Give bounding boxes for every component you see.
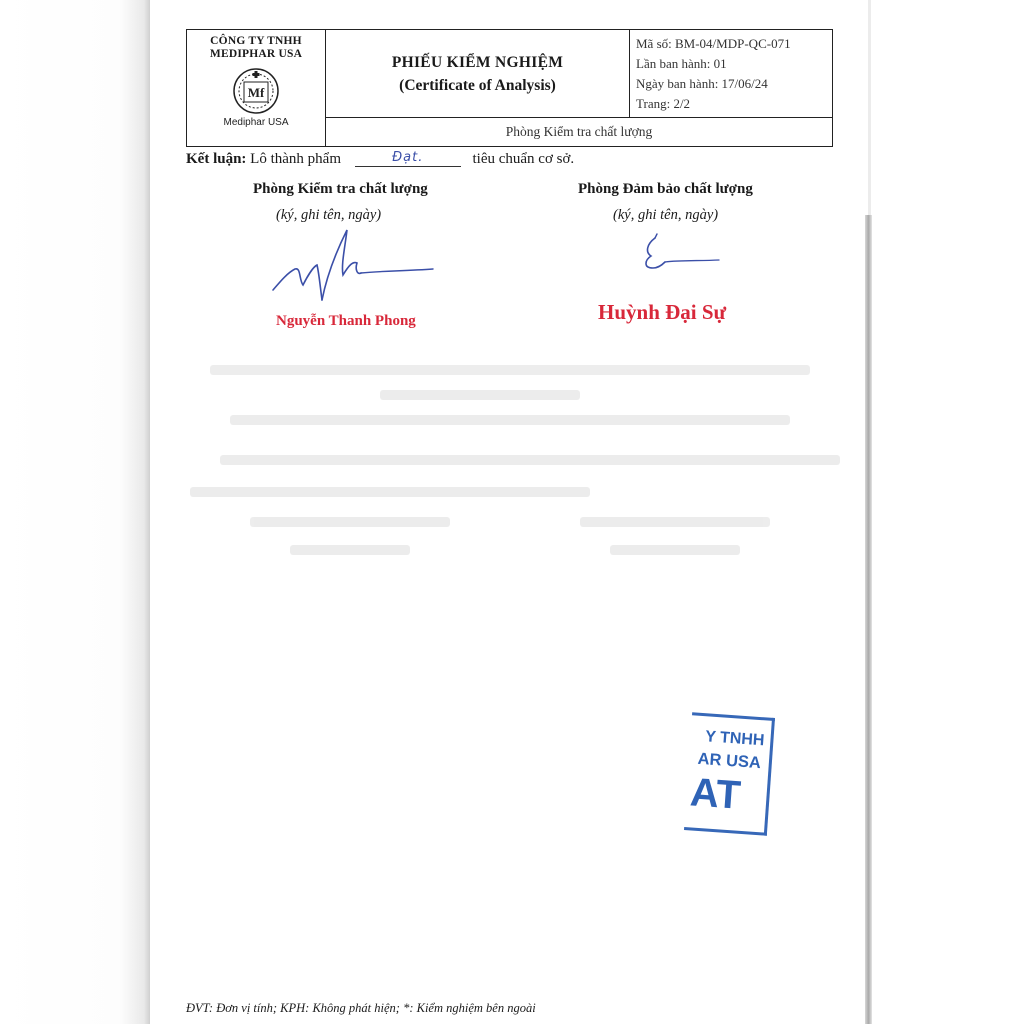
- company-name-line2: MEDIPHAR USA: [209, 48, 303, 60]
- conclusion-prefix: Lô thành phẩm: [250, 151, 341, 167]
- conclusion-label: Kết luận:: [186, 151, 247, 167]
- document-title-vi: PHIẾU KIỂM NGHIỆM: [391, 54, 564, 71]
- company-name: [187, 35, 325, 61]
- conclusion-suffix: tiêu chuẩn cơ sở.: [472, 151, 575, 167]
- issue-date: Ngày ban hành: 17/06/24: [636, 76, 768, 91]
- document-title-en: (Certificate of Analysis): [399, 77, 556, 94]
- right-handwritten-signature: [635, 230, 725, 275]
- stamp-line3: AT: [688, 770, 743, 818]
- footnote-legend: ĐVT: Đơn vị tính; KPH: Không phát hiện; *: Kiểm nghiệm bên ngoài: [186, 1001, 536, 1015]
- document-header: [186, 29, 833, 147]
- left-signatory-name-stamp: Nguyễn Thanh Phong: [276, 313, 416, 329]
- left-signatory-instruction: (ký, ghi tên, ngày): [276, 207, 382, 223]
- handwritten-result: Đạt.: [392, 150, 424, 165]
- conclusion-line: [186, 151, 574, 169]
- page-left-shadow: [0, 0, 150, 1024]
- svg-text:Mf: Mf: [247, 85, 265, 100]
- page-number: Trang: 2/2: [636, 96, 691, 111]
- stamp-line2: AR USA: [697, 749, 762, 773]
- document-meta: [630, 30, 833, 118]
- left-handwritten-signature: [265, 225, 440, 315]
- conclusion-blank: [355, 149, 461, 167]
- company-seal-stamp: [684, 712, 775, 836]
- stamp-line1: Y TNHH: [704, 728, 765, 750]
- company-logo: [231, 66, 281, 116]
- bleed-through-text: [190, 355, 850, 585]
- logo-caption: Mediphar USA: [223, 117, 289, 128]
- company-name-line1: CÔNG TY TNHH: [210, 35, 302, 47]
- page-right-edge: [868, 0, 871, 215]
- title-block: [326, 30, 630, 118]
- right-signatory-instruction: (ký, ghi tên, ngày): [613, 207, 719, 223]
- right-signatory-name-stamp: Huỳnh Đại Sự: [598, 300, 727, 324]
- page-right-edge-shadow: [865, 215, 872, 1024]
- revision-number: Lần ban hành: 01: [636, 56, 727, 71]
- department-label: Phòng Kiểm tra chất lượng: [326, 118, 833, 147]
- company-block: [187, 30, 326, 147]
- left-signatory-department: Phòng Kiểm tra chất lượng: [253, 181, 428, 197]
- form-code: Mã số: BM-04/MDP-QC-071: [636, 36, 791, 51]
- right-signatory-department: Phòng Đảm bảo chất lượng: [578, 181, 753, 197]
